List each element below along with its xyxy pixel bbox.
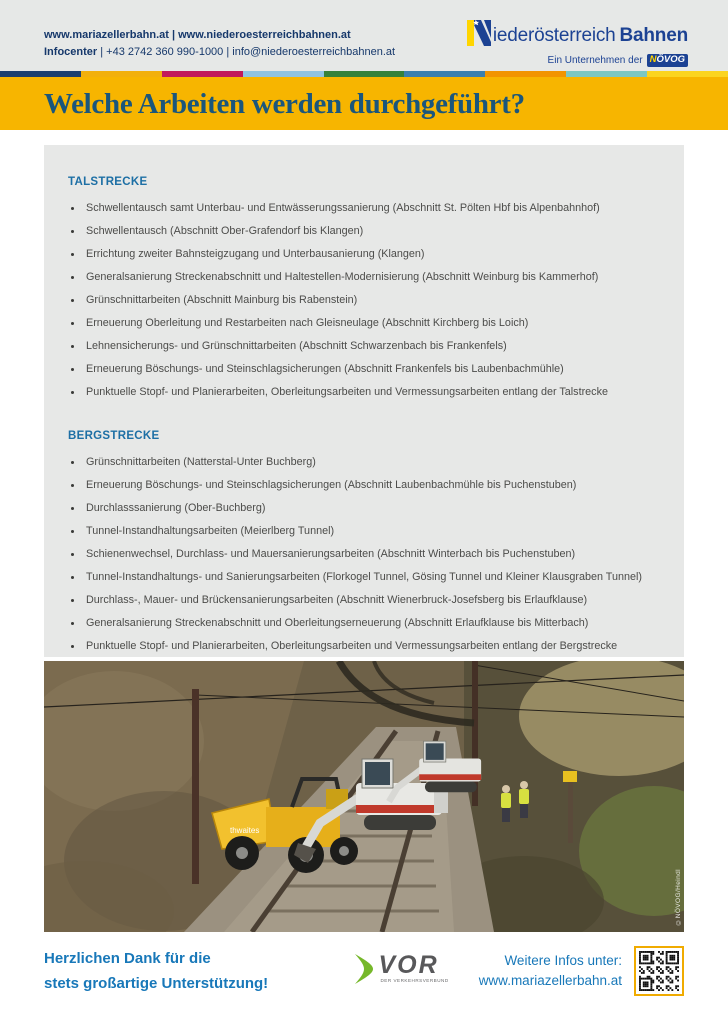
title-banner bbox=[0, 77, 728, 130]
page-title: Welche Arbeiten werden durchgeführt? bbox=[44, 88, 525, 120]
work-item: • Generalsanierung Streckenabschnitt und Oberleitungserneuerung (Abschnitt Erlaufklause bis Mitterbach) bbox=[83, 612, 660, 635]
works-box bbox=[44, 145, 684, 657]
novog-n: N bbox=[649, 54, 657, 65]
thanks-line1: Herzlichen Dank für die bbox=[44, 950, 211, 967]
info-url[interactable]: www.mariazellerbahn.at bbox=[478, 973, 622, 988]
work-item: • Schwellentausch (Abschnitt Ober-Grafendorf bis Klangen) bbox=[83, 220, 660, 243]
novog-logo bbox=[647, 54, 688, 67]
work-item: • Punktuelle Stopf- und Planierarbeiten, Oberleitungsarbeiten und Vermessungsarbeiten entlang der Bergstrecke bbox=[83, 635, 660, 657]
section-heading: BERGSTRECKE bbox=[68, 430, 160, 442]
header bbox=[0, 0, 728, 71]
header-websites[interactable]: www.mariazellerbahn.at | www.niederoesterreichbahnen.at bbox=[44, 29, 351, 41]
qr-code-grid bbox=[639, 951, 679, 991]
vor-logo bbox=[353, 950, 449, 990]
work-item: • Grünschnittarbeiten (Abschnitt Mainburg bis Rabenstein) bbox=[83, 289, 660, 312]
thanks-line2: stets großartige Unterstützung! bbox=[44, 975, 269, 992]
vor-wordmark bbox=[378, 950, 449, 983]
work-item: • Erneuerung Böschungs- und Steinschlagsicherungen (Abschnitt Frankenfels bis Laubenbachmühle) bbox=[83, 358, 660, 381]
work-item: • Durchlass-, Mauer- und Brückensanierungsarbeiten (Abschnitt Wienerbruck-Josefsberg bis Erlaufklause) bbox=[83, 589, 660, 612]
photo-illustration bbox=[44, 661, 684, 932]
work-item: • Errichtung zweiter Bahnsteigzugang und Unterbausanierung (Klangen) bbox=[83, 243, 660, 266]
more-info-block bbox=[479, 951, 622, 991]
vor-chevron-icon bbox=[353, 953, 375, 990]
vor-subtitle: DER VERKEHRSVERBUND bbox=[380, 977, 449, 983]
infocenter-label: Infocenter bbox=[44, 46, 98, 58]
work-item: • Durchlasssanierung (Ober-Buchberg) bbox=[83, 497, 660, 520]
novog-rest: ÖVOG bbox=[656, 54, 685, 65]
work-item: • Lehnensicherungs- und Grünschnittarbeiten (Abschnitt Schwarzenbach bis Frankenfels) bbox=[83, 335, 660, 358]
noe-n-logo-icon bbox=[467, 20, 491, 51]
brand-name bbox=[493, 25, 688, 47]
brand-row bbox=[467, 20, 688, 51]
sections bbox=[68, 175, 660, 657]
work-item: • Grünschnittarbeiten (Natterstal-Unter Buchberg) bbox=[83, 451, 660, 474]
brand-logo bbox=[467, 20, 688, 67]
qr-code bbox=[634, 946, 684, 996]
info-label: Weitere Infos unter: bbox=[504, 953, 622, 968]
bullet-list bbox=[68, 197, 660, 404]
work-item: • Tunnel-Instandhaltungs- und Sanierungsarbeiten (Florkogel Tunnel, Gösing Tunnel und Kleiner Klausgraben Tunnel) bbox=[83, 566, 660, 589]
work-item: • Erneuerung Oberleitung und Restarbeiten nach Gleisneulage (Abschnitt Kirchberg bis Loich) bbox=[83, 312, 660, 335]
work-item: • Erneuerung Böschungs- und Steinschlagsicherungen (Abschnitt Laubenbachmühle bis Puchenstuben) bbox=[83, 474, 660, 497]
brand-name-bold: Bahnen bbox=[619, 24, 688, 46]
contact-block bbox=[44, 27, 395, 61]
bullet-list bbox=[68, 451, 660, 657]
photo-credit: ©NÖVOG/Heindl bbox=[675, 869, 682, 926]
work-item: • Punktuelle Stopf- und Planierarbeiten, Oberleitungsarbeiten und Vermessungsarbeiten entlang der Talstrecke bbox=[83, 381, 660, 404]
footer bbox=[44, 946, 684, 996]
brand-subline bbox=[467, 54, 688, 67]
vor-text: VOR bbox=[378, 950, 439, 979]
thanks-text bbox=[44, 946, 353, 996]
work-item: • Generalsanierung Streckenabschnitt und Haltestellen-Modernisierung (Abschnitt Weinburg bis Kammerhof) bbox=[83, 266, 660, 289]
brand-subline-text: Ein Unternehmen der bbox=[547, 55, 643, 66]
infocenter-contact[interactable]: | +43 2742 360 990-1000 | info@niederoesterreichbahnen.at bbox=[97, 46, 396, 58]
header-infocenter-line bbox=[44, 44, 395, 61]
work-item: • Schienenwechsel, Durchlass- und Mauersanierungsarbeiten (Abschnitt Winterbach bis Puchenstuben) bbox=[83, 543, 660, 566]
brand-name-regular: iederösterreich bbox=[492, 24, 616, 46]
dumper-label: thwaites bbox=[230, 826, 260, 835]
construction-photo bbox=[44, 661, 684, 932]
work-item: • Schwellentausch samt Unterbau- und Entwässerungssanierung (Abschnitt St. Pölten Hbf bis Alpenbahnhof) bbox=[83, 197, 660, 220]
section-heading: TALSTRECKE bbox=[68, 176, 148, 188]
work-item: • Tunnel-Instandhaltungsarbeiten (Meierlberg Tunnel) bbox=[83, 520, 660, 543]
